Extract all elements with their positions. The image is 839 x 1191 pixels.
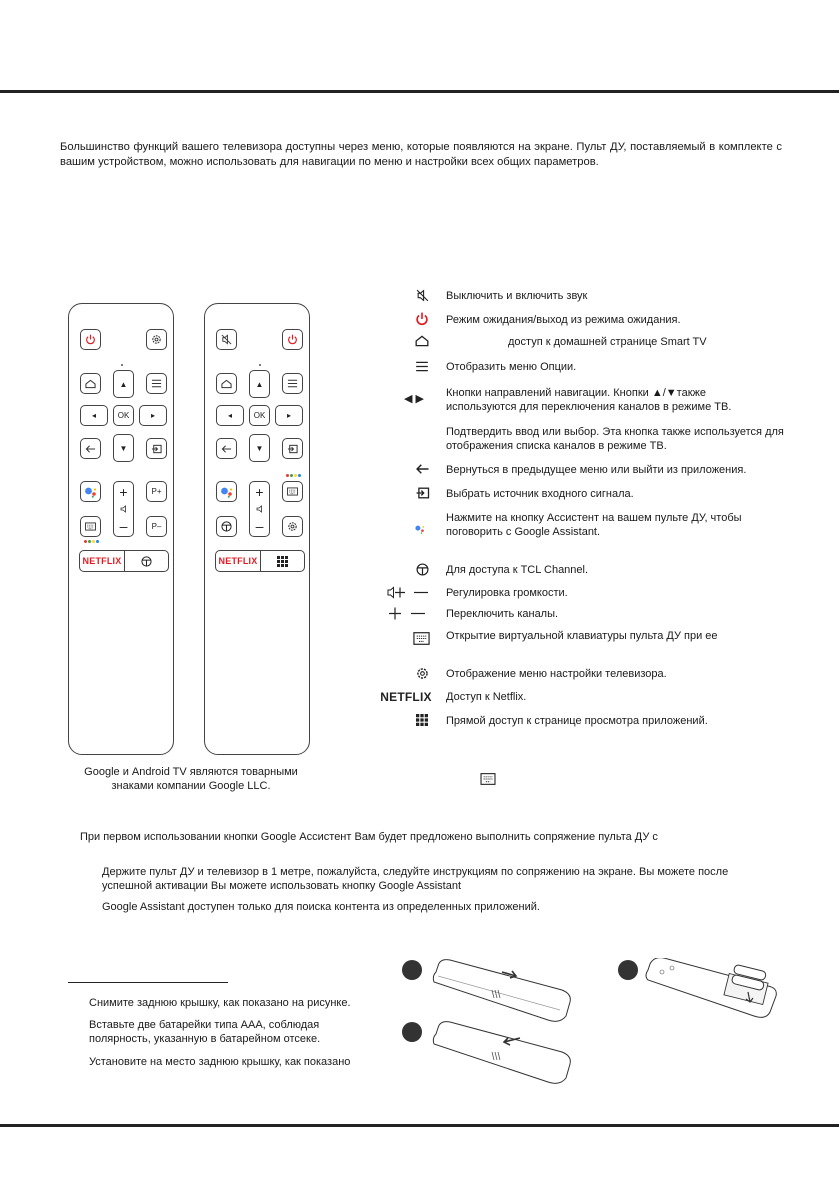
back-button[interactable] (216, 438, 237, 459)
input-icon (410, 486, 434, 500)
pairing-first-use: При первом использовании кнопки Google Ассистент Вам будет предложено выполнить сопряжение пульта ДУ с (80, 831, 658, 843)
netflix-tcl-bar (79, 550, 169, 572)
home-button[interactable] (216, 373, 237, 394)
legend-keyboard-text: Открытие виртуальной клавиатуры пульта ДУ при ее (446, 630, 718, 642)
legend-ok-text: Подтвердить ввод или выбор. Эта кнопка также используется для отображения списка каналов в режиме ТВ. (446, 426, 784, 452)
remote-cover-close-illustration (428, 1018, 578, 1090)
volume-rocker[interactable]: + – (113, 481, 134, 537)
step-3-marker (402, 1022, 422, 1042)
power-icon (410, 311, 434, 327)
back-button[interactable] (80, 438, 101, 459)
ok-button[interactable]: OK (113, 405, 134, 426)
tcl-channel-button[interactable] (216, 516, 237, 537)
menu-button[interactable] (146, 373, 167, 394)
apps-button[interactable] (261, 556, 304, 567)
legend-back-text: Вернуться в предыдущее меню или выйти из приложения. (446, 464, 747, 476)
ok-button[interactable]: OK (249, 405, 270, 426)
color-dot-yellow (294, 474, 297, 477)
channel-up-button[interactable]: P+ (146, 481, 167, 502)
legend-settings-text: Отображение меню настройки телевизора. (446, 668, 667, 680)
home-button[interactable] (80, 373, 101, 394)
tcl-channel-button[interactable] (125, 556, 168, 567)
down-button[interactable]: ▼ (249, 434, 270, 462)
led-dot (121, 364, 123, 366)
legend-arrows-text: Кнопки направлений навигации. Кнопки ▲/▼также используются для переключения каналов в режиме ТВ. (446, 387, 732, 413)
color-dot-yellow (92, 540, 95, 543)
left-button[interactable]: ◂ (80, 405, 108, 426)
legend-netflix-text: Доступ к Netflix. (446, 691, 527, 703)
assistant-icon (408, 521, 432, 537)
home-icon (410, 334, 434, 348)
remote-2 (204, 303, 310, 755)
keyboard-button[interactable] (80, 516, 101, 537)
arrows-icon: ◀ ▶ (404, 392, 424, 405)
up-button[interactable]: ▲ (249, 370, 270, 398)
remote-1 (68, 303, 174, 755)
legend-input-text: Выбрать источник входного сигнала. (446, 488, 634, 500)
power-button[interactable] (80, 329, 101, 350)
color-dot-blue (96, 540, 99, 543)
assistant-button[interactable] (80, 481, 101, 502)
back-icon (410, 462, 434, 476)
color-dot-green (88, 540, 91, 543)
battery-step-2: Вставьте две батарейки типа ААА, соблюдая полярность, указанную в батарейном отсеке. (89, 1019, 321, 1045)
channel-icon (386, 606, 434, 620)
color-dot-red (286, 474, 289, 477)
netflix-button[interactable]: NETFLIX (218, 556, 258, 566)
battery-heading-rule (68, 982, 228, 983)
intro-text: Большинство функций вашего телевизора доступны через меню, которые появляются на экране. Пульт ДУ, поставляемый в комплекте с вашим устройством, можно использовать для навигации по меню и настройки всех общих параметров. (60, 141, 782, 168)
input-button[interactable] (282, 438, 303, 459)
trademark-caption: Google и Android TV являются товарными знаками компании Google LLC. (84, 766, 298, 792)
keyboard-button[interactable] (282, 481, 303, 502)
settings-button[interactable] (282, 516, 303, 537)
left-button[interactable]: ◂ (216, 405, 244, 426)
mute-icon (410, 288, 434, 302)
top-rule (0, 90, 839, 93)
color-dot-red (84, 540, 87, 543)
netflix-icon: NETFLIX (380, 690, 432, 704)
volume-rocker[interactable]: + – (249, 481, 270, 537)
right-button[interactable]: ▸ (139, 405, 167, 426)
battery-step-1: Снимите заднюю крышку, как показано на рисунке. (89, 997, 351, 1009)
pairing-instructions: Держите пульт ДУ и телевизор в 1 метре, пожалуйста, следуйте инструкциям по сопряжению на экране. Вы можете после успешной активации Вы можете использовать кнопку Google Assistant (102, 866, 729, 892)
legend-mute-text: Выключить и включить звук (446, 290, 588, 302)
step-1-marker (402, 960, 422, 980)
assistant-button[interactable] (216, 481, 237, 502)
right-button[interactable]: ▸ (275, 405, 303, 426)
legend-power-text: Режим ожидания/выход из режима ожидания. (446, 314, 681, 326)
menu-button[interactable] (282, 373, 303, 394)
keyboard-icon (478, 771, 498, 787)
settings-button[interactable] (146, 329, 167, 350)
channel-down-button[interactable]: P– (146, 516, 167, 537)
remote-battery-illustration (642, 958, 784, 1028)
legend-assistant-text: Нажмите на кнопку Ассистент на вашем пульте ДУ, чтобы поговорить с Google Assistant. (446, 512, 742, 538)
step-2-marker (618, 960, 638, 980)
mute-button[interactable] (216, 329, 237, 350)
legend-menu-text: Отобразить меню Опции. (446, 361, 577, 373)
led-dot (259, 364, 261, 366)
color-dot-green (290, 474, 293, 477)
legend-home-text: доступ к домашней странице Smart TV (508, 336, 707, 348)
menu-icon (410, 359, 434, 373)
power-button[interactable] (282, 329, 303, 350)
legend-apps-text: Прямой доступ к странице просмотра приложений. (446, 715, 708, 727)
legend-tcl-text: Для доступа к TCL Channel. (446, 564, 589, 576)
color-dot-blue (298, 474, 301, 477)
bottom-rule (0, 1124, 839, 1127)
netflix-button[interactable]: NETFLIX (82, 556, 122, 566)
pairing-note: Google Assistant доступен только для поиска контента из определенных приложений. (102, 901, 540, 913)
apps-icon (410, 713, 434, 727)
input-button[interactable] (146, 438, 167, 459)
up-button[interactable]: ▲ (113, 370, 134, 398)
tcl-channel-icon (410, 562, 434, 576)
settings-icon (410, 666, 434, 680)
legend-volume-text: Регулировка громкости. (446, 587, 568, 599)
volume-icon (386, 585, 434, 599)
netflix-apps-bar (215, 550, 305, 572)
battery-step-3: Установите на место заднюю крышку, как показано (89, 1056, 351, 1068)
down-button[interactable]: ▼ (113, 434, 134, 462)
keyboard-icon (409, 630, 433, 646)
legend-channel-text: Переключить каналы. (446, 608, 559, 620)
